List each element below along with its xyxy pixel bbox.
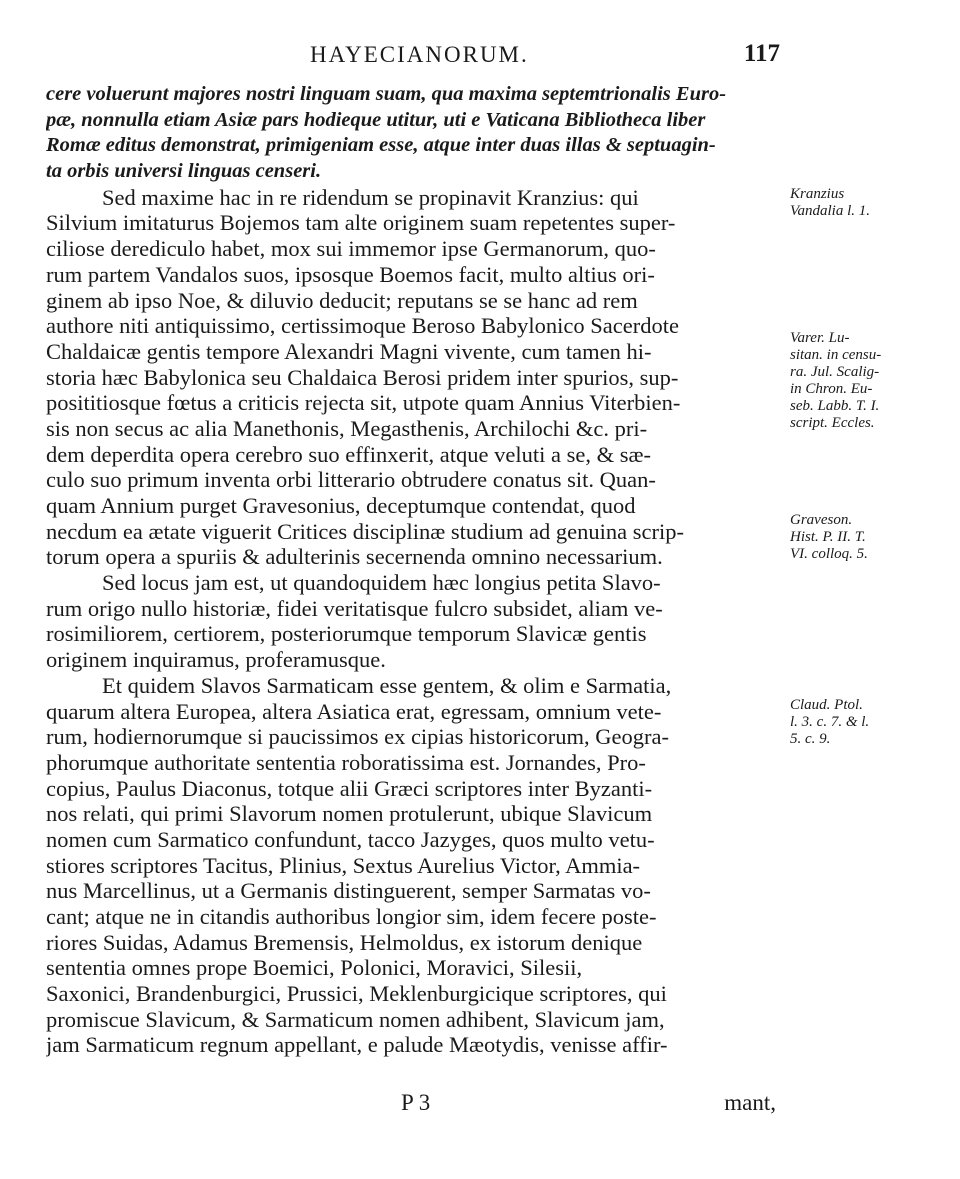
text-line: sententia omnes prope Boemici, Polonici, Moravici, Silesii,	[46, 955, 583, 981]
text-line: Silvium imitaturus Bojemos tam alte originem suam repetentes super-	[46, 210, 676, 236]
text-line: riores Suidas, Adamus Bremensis, Helmoldus, ex istorum denique	[46, 929, 643, 955]
running-title: HAYECIANORUM.	[310, 42, 529, 67]
margin-note-line: Claud. Ptol.	[790, 697, 863, 713]
text-line: originem inquiramus, proferamusque.	[46, 647, 386, 673]
margin-note-line: VI. colloq. 5.	[790, 546, 868, 562]
text-line: Romæ editus demonstrat, primigeniam esse, atque inter duas illas & septuagin-	[46, 134, 716, 157]
text-line: cant; atque ne in citandis authoribus longior sim, idem fecere poste-	[46, 904, 657, 929]
margin-note-claud	[790, 697, 940, 748]
text-line: authore niti antiquissimo, certissimoque Beroso Babylonico Sacerdote	[46, 313, 679, 339]
text-line: Sed locus jam est, ut quandoquidem hæc longius petita Slavo-	[102, 570, 661, 596]
text-line: rosimiliorem, certiorem, posteriorumque temporum Slavicæ gentis	[46, 621, 647, 647]
text-line: Chaldaicæ gentis tempore Alexandri Magni vivente, cum tamen hi-	[46, 338, 652, 364]
text-line: ginem ab ipso Noe, & diluvio deducit; reputans se se hanc ad rem	[46, 287, 638, 313]
text-line: Saxonici, Brandenburgici, Prussici, Meklenburgicique scriptores, qui	[46, 981, 667, 1007]
text-line: ta orbis universi linguas censeri.	[46, 160, 322, 183]
text-line: jam Sarmaticum regnum appellant, e palude Mæotydis, venisse affir-	[46, 1032, 668, 1058]
text-line: torum opera a spuriis & adulterinis secernenda omnino necessarium.	[46, 544, 663, 570]
margin-note-line: Hist. P. II. T.	[790, 529, 866, 545]
running-header	[40, 38, 780, 78]
text-line: cere voluerunt majores nostri linguam suam, qua maxima septemtrionalis Euro-	[46, 83, 727, 105]
margin-note-line: Vandalia l. 1.	[790, 203, 871, 219]
signature-mark: P 3	[401, 1090, 431, 1115]
text-line: rum, hodiernorumque si paucissimos ex cipias historicorum, Geogra-	[46, 724, 669, 750]
text-line: ciliose derediculo habet, mox sui immemor ipse Germanorum, quo-	[46, 236, 656, 262]
margin-note-line: l. 3. c. 7. & l.	[790, 714, 870, 730]
margin-note-graveson	[790, 512, 940, 563]
text-line: pæ, nonnulla etiam Asiæ pars hodieque utitur, uti e Vaticana Bibliotheca liber	[46, 108, 706, 131]
margin-note-line: Kranzius	[790, 186, 845, 202]
page-footer	[46, 1090, 776, 1120]
text-line: Sed maxime hac in re ridendum se propinavit Kranzius: qui	[102, 184, 639, 210]
body-text	[46, 82, 776, 1058]
margin-note-line: sitan. in censu-	[790, 347, 882, 363]
margin-note-line: ra. Jul. Scalig-	[790, 364, 880, 380]
text-line: dem deperdita opera cerebro suo effinxerit, atque veluti a se, & sæ-	[46, 441, 651, 467]
text-line: storia hæc Babylonica seu Chaldaica Berosi pridem inter spurios, sup-	[46, 364, 679, 390]
catchword: mant,	[724, 1090, 776, 1115]
text-line: nos relati, qui primi Slavorum nomen protulerunt, ubique Slavicum	[46, 801, 653, 827]
text-line: quarum altera Europea, altera Asiatica erat, egressam, omnium vete-	[46, 698, 662, 724]
text-line: rum partem Vandalos suos, ipsosque Boemos facit, multo altius ori-	[46, 261, 655, 287]
text-line: stiores scriptores Tacitus, Plinius, Sextus Aurelius Victor, Ammia-	[46, 852, 641, 878]
text-line: phorumque authoritate sententia roboratissima est. Jornandes, Pro-	[46, 749, 646, 775]
text-line: quam Annium purget Gravesonius, deceptumque contendat, quod	[46, 493, 636, 518]
margin-note-line: script. Eccles.	[790, 415, 875, 431]
text-line: nus Marcellinus, ut a Germanis distinguerent, semper Sarmatas vo-	[46, 878, 651, 904]
margin-note-line: 5. c. 9.	[790, 731, 831, 747]
text-line: necdum ea ætate viguerit Critices disciplinæ studium ad genuina scrip-	[46, 518, 684, 544]
margin-note-varer	[790, 330, 940, 432]
text-line: posititiosque fœtus a criticis rejecta sit, utpote quam Annius Viterbien-	[46, 390, 681, 416]
text-line: promiscue Slavicum, & Sarmaticum nomen adhibent, Slavicum jam,	[46, 1006, 665, 1032]
margin-note-line: Graveson.	[790, 512, 853, 528]
text-line: sis non secus ac alia Manethonis, Megasthenis, Archilochi &c. pri-	[46, 415, 648, 441]
text-line: rum origo nullo historiæ, fidei veritatisque fulcro subsidet, aliam ve-	[46, 595, 663, 621]
text-line: nomen cum Sarmatico confundunt, tacco Jazyges, quos multo vetu-	[46, 826, 655, 852]
margin-note-kranzius	[790, 186, 940, 220]
margin-note-line: seb. Labb. T. I.	[790, 398, 880, 414]
page-number: 117	[743, 40, 780, 67]
text-line: culo suo primum inventa orbi litterario obtrudere conatus sit. Quan-	[46, 467, 656, 493]
margin-note-line: Varer. Lu-	[790, 330, 850, 346]
margin-note-line: in Chron. Eu-	[790, 381, 873, 397]
text-line: Et quidem Slavos Sarmaticam esse gentem, & olim e Sarmatia,	[102, 672, 672, 698]
text-line: copius, Paulus Diaconus, totque alii Græci scriptores inter Byzanti-	[46, 775, 653, 801]
